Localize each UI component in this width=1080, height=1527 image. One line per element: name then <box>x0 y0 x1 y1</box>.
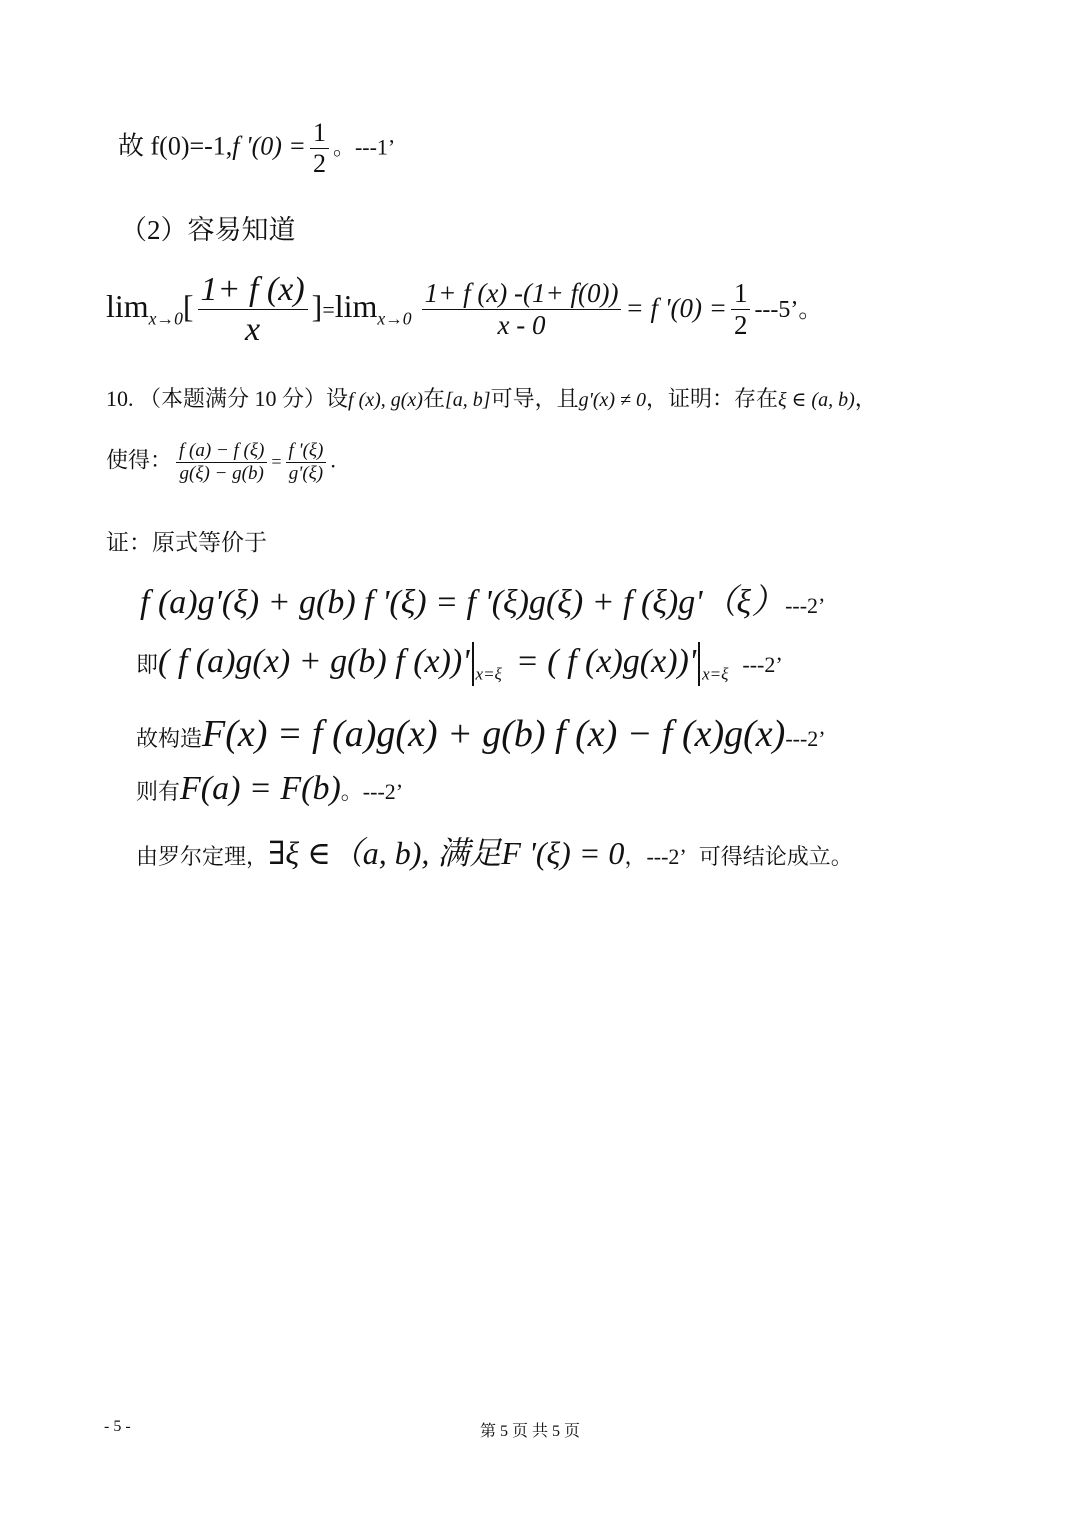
score-1: 。---1’ <box>332 134 396 160</box>
footer-page-number: - 5 - <box>104 1418 131 1435</box>
score-eq3: ---2’ <box>785 726 826 751</box>
footer-page-count: 第 5 页 共 5 页 <box>480 1423 581 1440</box>
statement-fraction-2: $\frac{f '(\xi)}{g'(\xi)}$ <box>286 440 327 485</box>
limit-equation: $\lim_{x\to 0}$[ $\frac{1+ f (x)}{x}$ ]$=\lim_{x\to 0}$ $\frac{1+ f (x) -(1+ f(0))}{x - 0}$ = f '(0) = $\frac{1}{2}$ ---5’。 <box>106 271 823 349</box>
score-eq2: ---2’ <box>742 651 783 677</box>
limit-fraction-1: $\frac{1+ f (x)}{x}$ <box>198 270 308 349</box>
limit-fraction-2: $\frac{1+ f (x) -(1+ f(0))}{x - 0}$ <box>422 278 622 341</box>
part2-heading: （2）容易知道 <box>120 215 296 245</box>
statement-fraction-1: $\frac{f (a) - f (\xi)}{g(\xi) - g(b)}$ <box>176 440 267 485</box>
proof-label: 证：原式等价于 <box>106 530 267 555</box>
fraction-half: $\frac{1}{2}$ <box>310 118 329 179</box>
question-10-statement: 使得： $\frac{f (a) - f (\xi)}{g(\xi) - g(b)}$ = $\frac{f '(\xi)}{g'(\xi)}$ . <box>106 440 336 484</box>
equation-1: f (a)g'(ξ) + g(b) f '(ξ) = f '(ξ)g(ξ) + f (ξ)g'（ξ）---2’ <box>140 584 826 621</box>
line-f0 <box>118 118 395 179</box>
fprime0: f '(0) = <box>232 131 306 161</box>
score-eq1: ---2’ <box>785 593 826 618</box>
equation-3: 故构造F(x) = f (a)g(x) + g(b) f (x) − f (x)g(x)---2’ <box>136 713 826 755</box>
equation-4: 则有F(a) = F(b)。---2’ <box>136 770 404 807</box>
score-5: ---5’。 <box>754 296 823 323</box>
f0-prefix: 故 f(0)=-1, <box>118 131 233 161</box>
question-10: 10. （本题满分 10 分）设f (x), g(x)在[a, b]可导，且g'(x) ≠ 0，证明：存在ξ ∈ (a, b)， <box>106 386 877 411</box>
limit-fraction-3: $\frac{1}{2}$ <box>731 278 751 341</box>
evaluation-bar-2 <box>698 642 700 686</box>
equation-5: 由罗尔定理，∃ξ ∈（a, b), 满足F '(ξ) = 0，---2’ 可得结论成立。 <box>136 835 853 871</box>
evaluation-bar-1 <box>472 642 474 686</box>
equation-2: 即( f (a)g(x) + g(b) f (x))' $_{x=\xi}$ = ( f (x)g(x))' $_{x=\xi}$ ---2’ <box>136 642 783 686</box>
score-eq4: 。---2’ <box>340 779 404 804</box>
score-eq5: ---2’ <box>646 844 687 869</box>
